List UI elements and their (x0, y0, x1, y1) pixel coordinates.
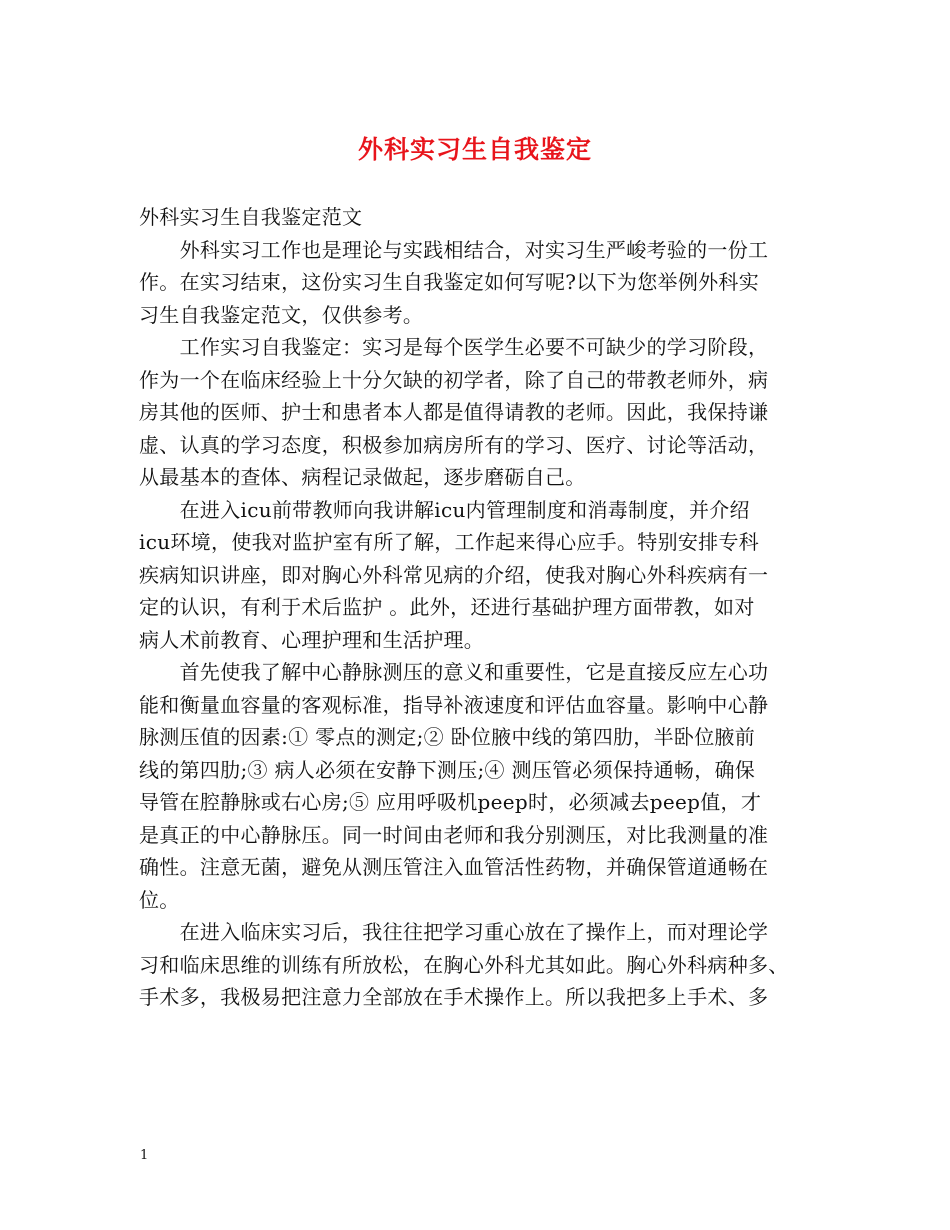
body-text-line: 习生自我鉴定范文，仅供参考。 (139, 302, 424, 327)
body-text-line: 导管在腔静脉或右心房;⑤ 应用呼吸机peep时，必须减去peep值，才 (139, 790, 762, 814)
body-text-line: 在进入icu前带教师向我讲解icu内管理制度和消毒制度，并介绍 (139, 497, 750, 522)
body-text-line: 脉测压值的因素:① 零点的测定;② 卧位腋中线的第四肋，半卧位腋前 (139, 725, 756, 749)
body-text-line: 外科实习工作也是理论与实践相结合，对实习生严峻考验的一份工 (139, 237, 769, 262)
body-text-line: 作为一个在临床经验上十分欠缺的初学者，除了自己的带教老师外，病 (139, 367, 769, 392)
body-text-line: 房其他的医师、护士和患者本人都是值得请教的老师。因此，我保持谦 (139, 400, 769, 424)
body-text-line: 从最基本的查体、病程记录做起，逐步磨砺自己。 (139, 465, 586, 489)
body-text-line: 定的认识，有利于术后监护 。此外，还进行基础护理方面带教，如对 (139, 595, 755, 619)
body-text-line: 确性。注意无菌，避免从测压管注入血管活性药物，并确保管道通畅在 (139, 855, 769, 879)
body-text-line: 习和临床思维的训练有所放松，在胸心外科尤其如此。胸心外科病种多、 (139, 952, 789, 977)
body-text-line: 在进入临床实习后，我往往把学习重心放在了操作上，而对理论学 (139, 920, 769, 944)
body-text-line: 疾病知识讲座，即对胸心外科常见病的介绍，使我对胸心外科疾病有一 (139, 562, 769, 587)
document-title: 外科实习生自我鉴定 (357, 135, 592, 164)
body-text-line: icu环境，使我对监护室有所了解，工作起来得心应手。特别安排专科 (139, 530, 760, 554)
document-body (139, 201, 819, 1014)
body-text-line: 工作实习自我鉴定：实习是每个医学生必要不可缺少的学习阶段， (139, 335, 769, 359)
body-text-line: 手术多，我极易把注意力全部放在手术操作上。所以我把多上手术、多 (139, 985, 769, 1009)
body-text-line: 位。 (139, 887, 180, 912)
body-text-line: 作。在实习结束，这份实习生自我鉴定如何写呢?以下为您举例外科实 (139, 270, 760, 294)
body-text-line: 是真正的中心静脉压。同一时间由老师和我分别测压，对比我测量的准 (139, 822, 769, 847)
document-subtitle: 外科实习生自我鉴定范文 (139, 205, 363, 229)
body-text-line: 能和衡量血容量的客观标准，指导补液速度和评估血容量。影响中心静 (139, 692, 769, 717)
page-number: 1 (140, 1148, 149, 1163)
body-text-line: 虚、认真的学习态度，积极参加病房所有的学习、医疗、讨论等活动， (139, 432, 769, 457)
body-text-line: 线的第四肋;③ 病人必须在安静下测压;④ 测压管必须保持通畅，确保 (139, 757, 756, 782)
body-text-line: 病人术前教育、心理护理和生活护理。 (139, 627, 485, 652)
body-text-line: 首先使我了解中心静脉测压的意义和重要性，它是直接反应左心功 (139, 660, 769, 684)
